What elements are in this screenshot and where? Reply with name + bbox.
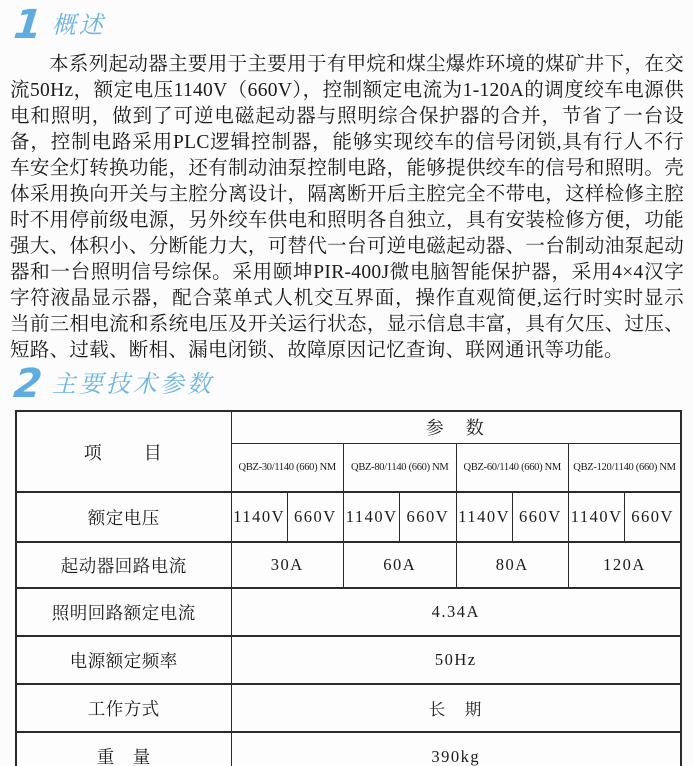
overview-section-number: 1 [11, 2, 45, 48]
starter-current-value: 60A [344, 542, 457, 588]
lighting-current-row [16, 588, 681, 636]
lighting-current-label: 照明回路额定电流 [16, 588, 231, 636]
working-mode-value: 长 期 [231, 684, 681, 732]
model-header-qbz120: QBZ-120/1140 (660) NM [569, 443, 682, 492]
rated-voltage-row [16, 492, 681, 542]
param-group-header: 参 数 [231, 411, 681, 443]
rated-frequency-value: 50Hz [231, 636, 681, 684]
starter-current-value: 80A [456, 542, 569, 588]
rated-voltage-value: 660V [512, 492, 568, 542]
starter-current-value: 120A [569, 542, 682, 588]
rated-frequency-row [16, 636, 681, 684]
specs-section-number: 2 [11, 361, 45, 407]
specs-heading [11, 361, 693, 407]
overview-heading [11, 0, 693, 48]
lighting-current-value: 4.34A [231, 588, 681, 636]
working-mode-label: 工作方式 [16, 684, 231, 732]
weight-label: 重 量 [16, 732, 231, 766]
model-header-qbz60: QBZ-60/1140 (660) NM [456, 443, 569, 492]
overview-paragraph: 本系列起动器主要用于主要用于有甲烷和煤尘爆炸环境的煤矿井下，在交流50Hz，额定电压1140V（660V），控制额定电流为1-120A的调度绞车电源供电和照明，做到了可逆电磁起动器与照明综合保护器的合并，节省了一台设备，控制电路采用PLC逻辑控制器，能够实现绞车的信号闭锁,具有行人不行车安全灯转换功能，还有制动油泵控制电路，能够提供绞车的信号和照明。壳体采用换向开关与主腔分离设计，隔离断开后主腔完全不带电，这样检修主腔时不用停前级电源，另外绞车供电和照明各自独立，具有安装检修方便，功能强大、体积小、分断能力大，可替代一台可逆电磁起动器、一台制动油泵起动器和一台照明信号综保。采用颐坤PIR-400J微电脑智能保护器，采用4×4汉字字符液晶显示器，配合菜单式人机交互界面，操作直观简便,运行时实时显示当前三相电流和系统电压及开关运行状态，显示信息丰富，具有欠压、过压、短路、过载、断相、漏电闭锁、故障原因记忆查询、联网通讯等功能。 [10, 54, 684, 361]
rated-voltage-value: 1140V [344, 492, 400, 542]
starter-current-row [16, 542, 681, 588]
working-mode-row [16, 684, 681, 732]
overview-section-title: 概述 [51, 13, 106, 39]
rated-voltage-value: 660V [287, 492, 343, 542]
item-column-header: 项 目 [16, 411, 231, 492]
rated-voltage-value: 660V [625, 492, 681, 542]
rated-voltage-value: 1140V [456, 492, 512, 542]
starter-current-label: 起动器回路电流 [16, 542, 231, 588]
rated-frequency-label: 电源额定频率 [16, 636, 231, 684]
rated-voltage-value: 1140V [231, 492, 287, 542]
specs-table [15, 410, 682, 766]
rated-voltage-value: 660V [400, 492, 456, 542]
model-header-qbz30: QBZ-30/1140 (660) NM [231, 443, 344, 492]
rated-voltage-value: 1140V [569, 492, 625, 542]
model-header-qbz80: QBZ-80/1140 (660) NM [344, 443, 457, 492]
param-header-row [16, 411, 681, 443]
rated-voltage-label: 额定电压 [16, 492, 231, 542]
weight-row [16, 732, 681, 766]
starter-current-value: 30A [231, 542, 344, 588]
weight-value: 390kg [231, 732, 681, 766]
specs-section-title: 主要技术参数 [51, 372, 214, 398]
